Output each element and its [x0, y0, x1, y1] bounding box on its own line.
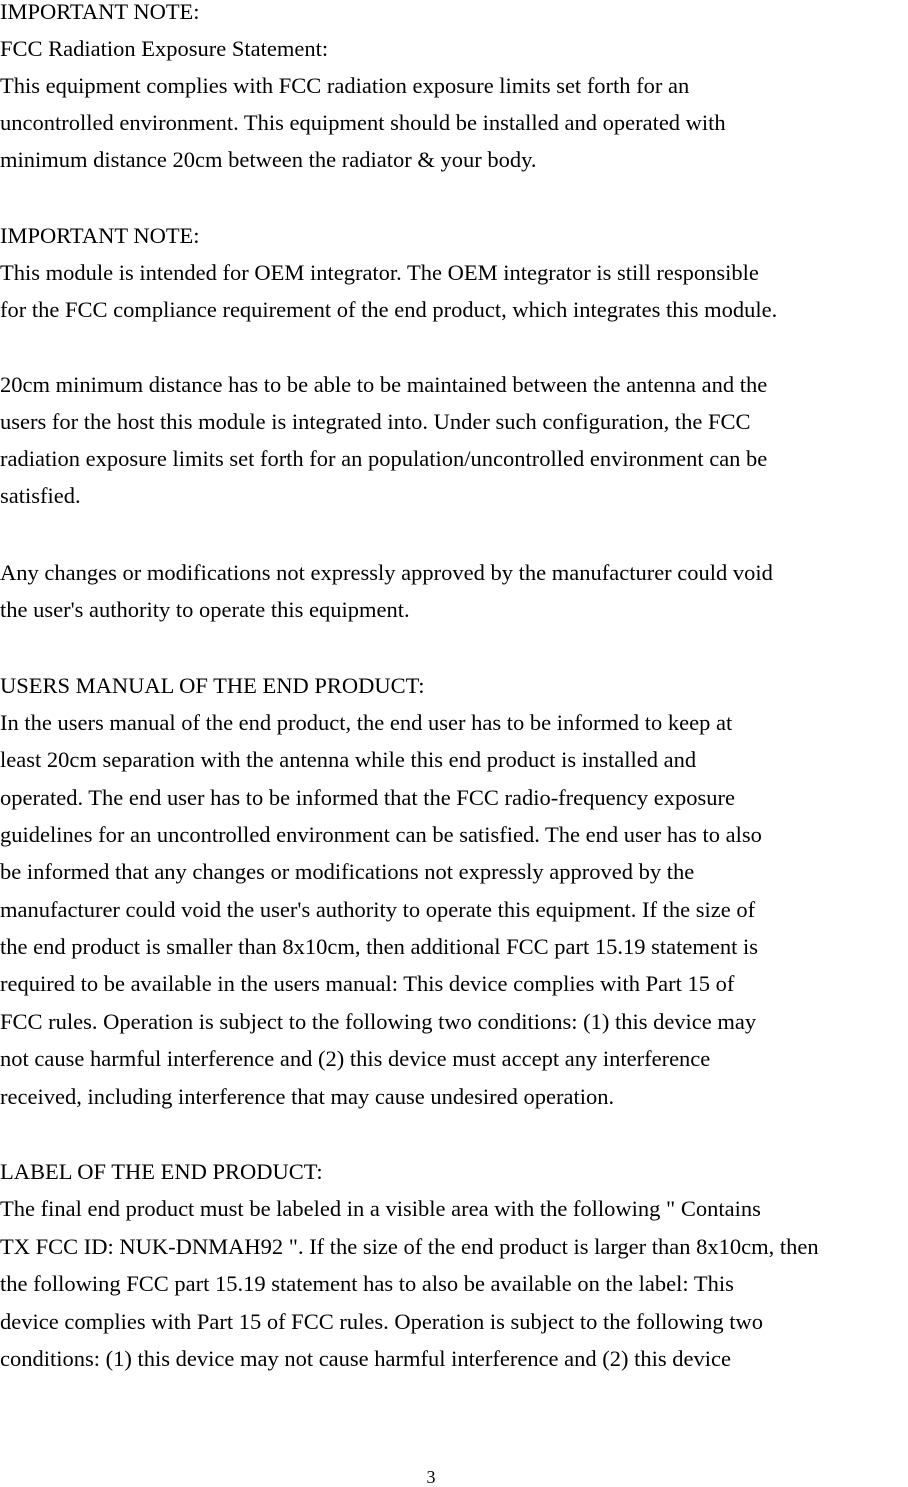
text-line: the following FCC part 15.19 statement has to also be available on the label: This — [0, 1271, 734, 1296]
text-line: 20cm minimum distance has to be able to be maintained between the antenna and the — [0, 372, 768, 397]
text-line: received, including interference that may cause undesired operation. — [0, 1084, 615, 1109]
text-line: least 20cm separation with the antenna while this end product is installed and — [0, 747, 697, 772]
text-line: In the users manual of the end product, the end user has to be informed to keep at — [0, 710, 733, 735]
text-line: satisfied. — [0, 483, 81, 508]
section-heading-label: LABEL OF THE END PRODUCT: — [0, 1159, 323, 1184]
text-line: users for the host this module is integrated into. Under such configuration, the FCC — [0, 409, 751, 434]
text-line: for the FCC compliance requirement of the end product, which integrates this module. — [0, 297, 778, 322]
text-line: be informed that any changes or modifications not expressly approved by the — [0, 859, 695, 884]
text-line: guidelines for an uncontrolled environment can be satisfied. The end user has to also — [0, 822, 762, 847]
text-line: This module is intended for OEM integrator. The OEM integrator is still responsible — [0, 260, 759, 285]
text-line: required to be available in the users manual: This device complies with Part 15 of — [0, 971, 735, 996]
section-heading-important-note: IMPORTANT NOTE: — [0, 0, 200, 24]
text-line: conditions: (1) this device may not cause harmful interference and (2) this device — [0, 1346, 731, 1371]
text-line: This equipment complies with FCC radiation exposure limits set forth for an — [0, 73, 690, 98]
text-line: operated. The end user has to be informed that the FCC radio-frequency exposure — [0, 785, 735, 810]
text-line: the user's authority to operate this equipment. — [0, 597, 410, 622]
text-line: the end product is smaller than 8x10cm, then additional FCC part 15.19 statement is — [0, 934, 758, 959]
text-line: Any changes or modifications not expressly approved by the manufacturer could void — [0, 560, 773, 585]
page-number: 3 — [426, 1467, 436, 1487]
text-line: TX FCC ID: NUK-DNMAH92 ". If the size of the end product is larger than 8x10cm, then — [0, 1234, 819, 1259]
section-subheading-fcc-radiation: FCC Radiation Exposure Statement: — [0, 36, 329, 61]
text-line: FCC rules. Operation is subject to the following two conditions: (1) this device may — [0, 1009, 757, 1034]
text-line: uncontrolled environment. This equipment should be installed and operated with — [0, 110, 726, 135]
text-line: manufacturer could void the user's authority to operate this equipment. If the size of — [0, 897, 756, 922]
section-heading-important-note-2: IMPORTANT NOTE: — [0, 223, 200, 248]
text-line: minimum distance 20cm between the radiator & your body. — [0, 147, 537, 172]
text-line: not cause harmful interference and (2) this device must accept any interference — [0, 1046, 711, 1071]
text-line: device complies with Part 15 of FCC rules. Operation is subject to the following two — [0, 1309, 764, 1334]
text-line: radiation exposure limits set forth for an population/uncontrolled environment can be — [0, 446, 768, 471]
section-heading-users-manual: USERS MANUAL OF THE END PRODUCT: — [0, 673, 425, 698]
text-line: The final end product must be labeled in a visible area with the following " Contains — [0, 1196, 761, 1221]
